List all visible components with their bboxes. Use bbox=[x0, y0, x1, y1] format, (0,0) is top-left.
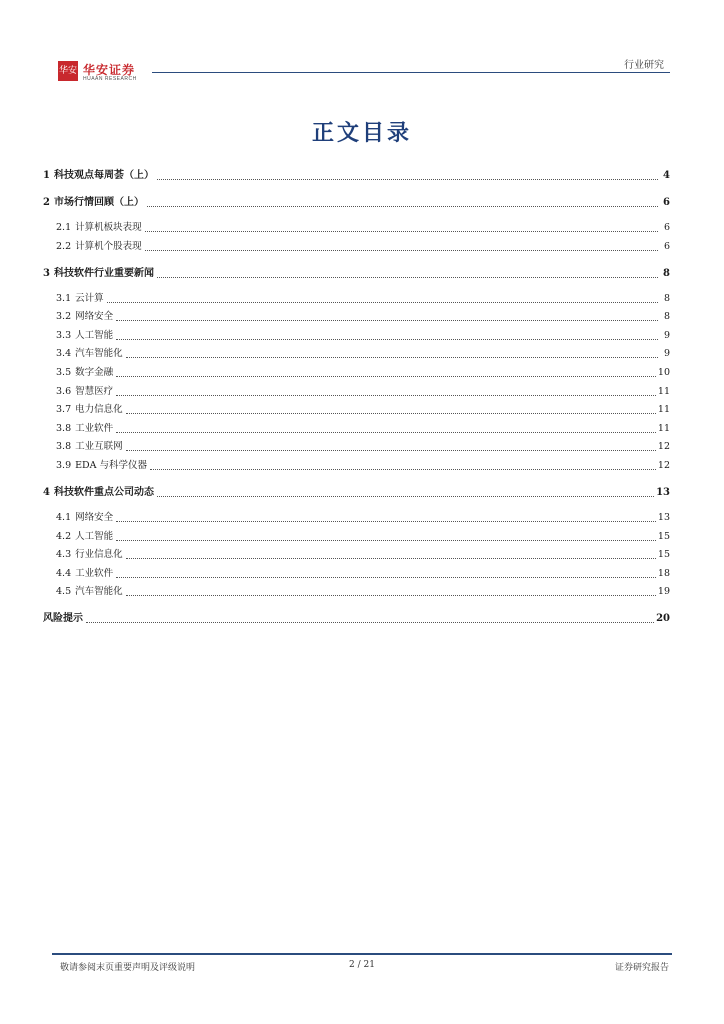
toc-entry-page: 8 bbox=[663, 311, 670, 323]
toc-entry-title: 网络安全 bbox=[75, 311, 114, 323]
toc-entry-title: 计算机个股表现 bbox=[75, 240, 142, 252]
footer-divider bbox=[52, 953, 672, 955]
toc-dot-leader bbox=[126, 595, 656, 596]
toc-entry[interactable] bbox=[56, 421, 670, 435]
toc-entry[interactable] bbox=[56, 365, 670, 379]
toc-entry-number: 3.9 bbox=[56, 460, 72, 471]
toc-entry-title: 云计算 bbox=[75, 292, 104, 304]
toc-dot-leader bbox=[116, 320, 658, 321]
toc-entry[interactable] bbox=[56, 510, 670, 524]
toc-entry-page: 20 bbox=[656, 613, 670, 625]
toc-dot-leader bbox=[116, 432, 656, 433]
toc-entry-number: 4.1 bbox=[56, 512, 72, 523]
header-divider bbox=[152, 72, 670, 73]
toc-entry-title: 汽车智能化 bbox=[75, 348, 123, 360]
toc-entry[interactable] bbox=[56, 584, 670, 598]
toc-entry-page: 8 bbox=[663, 267, 670, 279]
toc-entry-page: 6 bbox=[663, 222, 670, 233]
toc-entry-title: 汽车智能化 bbox=[75, 586, 123, 598]
toc-entry-number: 4.4 bbox=[56, 567, 72, 579]
toc-entry-number: 3.5 bbox=[56, 367, 72, 378]
toc-entry-page: 8 bbox=[663, 292, 670, 304]
toc-entry-title: 数字金融 bbox=[75, 367, 114, 378]
toc-entry-page: 6 bbox=[663, 240, 670, 252]
toc-dot-leader bbox=[126, 450, 656, 451]
toc-entry[interactable] bbox=[56, 346, 670, 360]
toc-entry-page: 12 bbox=[657, 441, 670, 453]
toc-entry-number: 3.6 bbox=[56, 385, 72, 397]
toc-entry[interactable] bbox=[43, 485, 670, 499]
toc-entry-page: 11 bbox=[657, 404, 670, 416]
toc-entry-title: 工业软件 bbox=[75, 567, 114, 579]
toc-dot-leader bbox=[157, 277, 658, 278]
toc-entry-title: 科技软件重点公司动态 bbox=[53, 487, 154, 498]
toc-entry[interactable] bbox=[56, 309, 670, 323]
page-title: 正文目录 bbox=[311, 120, 412, 146]
toc-entry[interactable] bbox=[56, 384, 670, 398]
toc-entry-title: 工业互联网 bbox=[75, 441, 123, 453]
toc-dot-leader bbox=[86, 622, 654, 623]
toc-entry-title: 行业信息化 bbox=[75, 549, 123, 561]
toc-entry[interactable] bbox=[56, 566, 670, 580]
toc-entry-page: 10 bbox=[657, 367, 670, 378]
toc-entry[interactable] bbox=[56, 402, 670, 416]
toc-entry-title: 智慧医疗 bbox=[75, 385, 114, 397]
toc-dot-leader bbox=[150, 469, 656, 470]
toc-entry-page: 11 bbox=[657, 422, 670, 434]
toc-entry-page: 13 bbox=[657, 512, 670, 523]
footer-report-label: 证券研究报告 bbox=[614, 963, 669, 973]
toc-dot-leader bbox=[126, 413, 656, 414]
toc-entry-title: 计算机板块表现 bbox=[75, 222, 142, 233]
toc-entry[interactable] bbox=[56, 328, 670, 342]
toc-entry-page: 13 bbox=[656, 487, 670, 498]
toc-entry-page: 11 bbox=[657, 385, 670, 397]
toc-entry-number: 4.2 bbox=[56, 530, 72, 542]
toc-entry[interactable] bbox=[56, 547, 670, 561]
toc-dot-leader bbox=[116, 577, 656, 578]
toc-entry-number: 3.2 bbox=[56, 311, 72, 323]
toc-entry[interactable] bbox=[56, 220, 670, 234]
toc-dot-leader bbox=[126, 558, 656, 559]
toc-entry-number: 4 bbox=[43, 487, 50, 498]
toc-dot-leader bbox=[145, 231, 658, 232]
toc-entry-title: 网络安全 bbox=[75, 512, 114, 523]
toc-entry-number: 4.3 bbox=[56, 549, 72, 561]
toc-entry-number: 2.1 bbox=[56, 222, 72, 233]
page-number: 2 / 21 bbox=[349, 960, 375, 970]
toc-dot-leader bbox=[145, 250, 658, 251]
toc-entry-page: 12 bbox=[657, 460, 670, 471]
toc-entry[interactable] bbox=[56, 439, 670, 453]
toc-entry[interactable] bbox=[43, 611, 670, 625]
toc-entry-title: 工业软件 bbox=[75, 422, 114, 434]
toc-entry-page: 9 bbox=[663, 329, 670, 341]
toc-dot-leader bbox=[116, 376, 656, 377]
toc-entry[interactable] bbox=[43, 168, 670, 182]
toc-entry-number: 2.2 bbox=[56, 240, 72, 252]
toc-entry-title: 人工智能 bbox=[75, 530, 114, 542]
toc-entry[interactable] bbox=[43, 195, 670, 209]
toc-entry-number: 3.7 bbox=[56, 404, 72, 416]
toc-entry-number: 3.1 bbox=[56, 292, 72, 304]
toc-entry-number: 4.5 bbox=[56, 586, 72, 598]
toc-entry-number: 3.3 bbox=[56, 329, 72, 341]
report-type-label: 行业研究 bbox=[624, 60, 664, 71]
footer-disclaimer: 敬请参阅末页重要声明及评级说明 bbox=[60, 963, 196, 973]
toc-entry-title: 人工智能 bbox=[75, 329, 114, 341]
toc-entry-number: 1 bbox=[43, 170, 50, 181]
toc-dot-leader bbox=[116, 339, 658, 340]
toc-entry-page: 4 bbox=[663, 170, 670, 181]
toc-entry-number: 3.8 bbox=[56, 422, 72, 434]
toc-entry-number: 3.4 bbox=[56, 348, 72, 360]
toc-entry-page: 18 bbox=[657, 567, 670, 579]
toc-entry[interactable] bbox=[56, 239, 670, 253]
toc-entry-page: 15 bbox=[657, 530, 670, 542]
toc-entry-title: 风险提示 bbox=[43, 613, 83, 625]
toc-entry-title: 科技观点每周荟（上） bbox=[53, 170, 154, 181]
toc-entry-page: 9 bbox=[663, 348, 670, 360]
toc-entry-page: 15 bbox=[657, 549, 670, 561]
toc-entry[interactable] bbox=[56, 291, 670, 305]
toc-entry-title: 科技软件行业重要新闻 bbox=[53, 267, 154, 279]
toc-entry-number: 2 bbox=[43, 197, 50, 208]
toc-entry[interactable] bbox=[56, 529, 670, 543]
toc-entry-title: EDA 与科学仪器 bbox=[75, 460, 148, 471]
toc-dot-leader bbox=[126, 357, 658, 358]
toc-dot-leader bbox=[116, 540, 656, 541]
page-header bbox=[0, 0, 724, 90]
toc-entry-title: 市场行情回顾（上） bbox=[53, 197, 144, 208]
toc-dot-leader bbox=[116, 395, 656, 396]
toc-dot-leader bbox=[116, 521, 656, 522]
toc-dot-leader bbox=[157, 496, 654, 497]
toc-entry-number: 3 bbox=[43, 267, 50, 279]
company-logo-icon: 华安 bbox=[58, 61, 78, 81]
toc-dot-leader bbox=[147, 206, 658, 207]
toc-entry-title: 电力信息化 bbox=[75, 404, 123, 416]
company-logo-name: 华安证券 bbox=[83, 63, 136, 77]
toc-entry-page: 19 bbox=[657, 586, 670, 598]
toc-entry[interactable] bbox=[43, 266, 670, 280]
toc-entry-number: 3.8 bbox=[56, 441, 72, 453]
toc-dot-leader bbox=[107, 302, 658, 303]
toc-dot-leader bbox=[157, 179, 658, 180]
toc-entry[interactable] bbox=[56, 458, 670, 472]
company-logo-english: HUAAN RESEARCH bbox=[83, 76, 137, 82]
toc-entry-page: 6 bbox=[663, 197, 670, 208]
